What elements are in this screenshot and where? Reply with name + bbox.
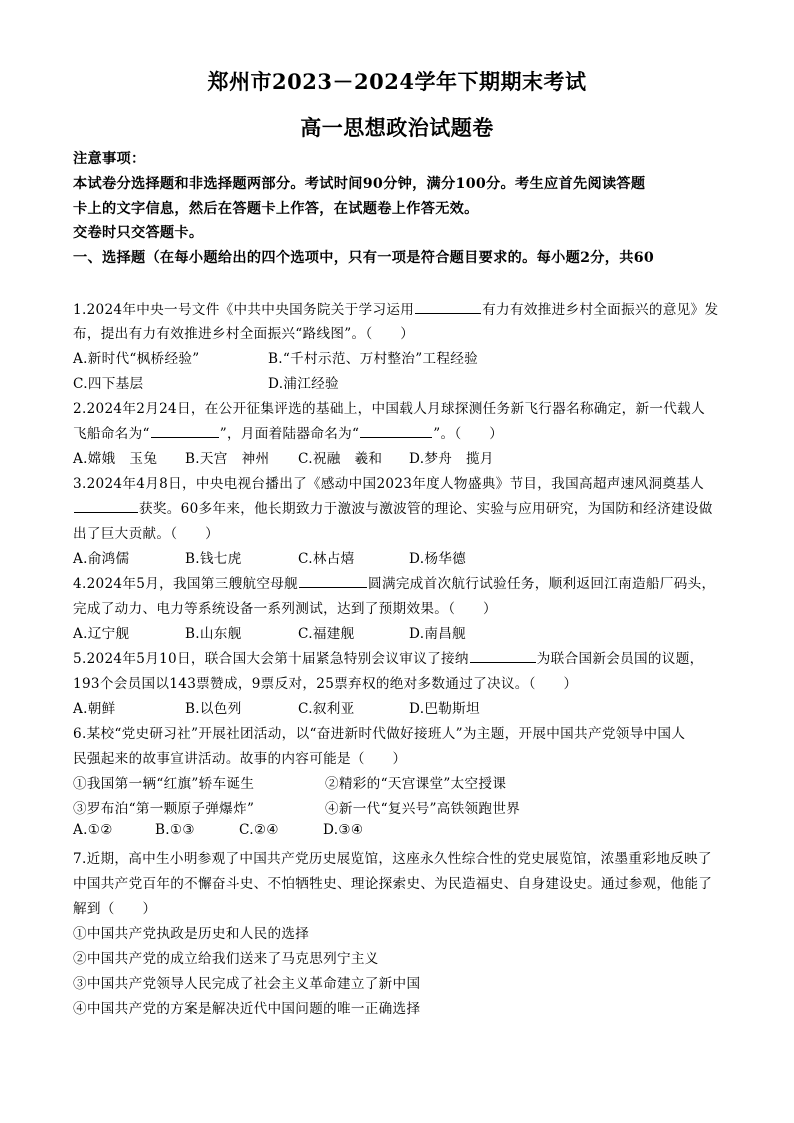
q7-stem-line-1: 7.近期，高中生小明参观了中国共产党历史展览馆，这座永久性综合性的党史展览馆，浓墨重彩地反映了 bbox=[73, 851, 712, 867]
q7-stem-line-2: 中国共产党百年的不懈奋斗史、不怕牺牲史、理论探索史、为民造福史、自身建设史。通过参观，他能了 bbox=[73, 876, 713, 892]
q1-stem-line-1: 1.2024年中央一号文件《中共中央国务院关于学习运用 有力有效推进乡村全面振兴的意见》发 bbox=[73, 302, 719, 318]
q2-stem-line-1: 2.2024年2月24日，在公开征集评选的基础上，中国载人月球探测任务新飞行器名称确定，新一代载人 bbox=[73, 401, 705, 417]
q3-stem-line-1: 3.2024年4月8日，中央电视台播出了《感动中国2023年度人物盛典》节目，我国高超声速风洞奠基人 bbox=[73, 476, 705, 492]
q4-option-c: C.福建舰 bbox=[298, 626, 355, 642]
q2-option-b: B.天宫 神州 bbox=[185, 451, 270, 467]
q5-option-c: C.叙利亚 bbox=[298, 701, 355, 717]
answer-blank bbox=[299, 575, 367, 588]
q2-option-a: A.嫦娥 玉兔 bbox=[73, 451, 158, 467]
q3-stem-line-2: 获奖。60多年来，他长期致力于激波与激波管的理论、实验与应用研究，为国防和经济建设做 bbox=[73, 497, 733, 517]
q6-option-a: A.①② bbox=[73, 822, 113, 838]
q6-option-c: C.②④ bbox=[239, 822, 279, 838]
q5-option-a: A.朝鲜 bbox=[73, 701, 116, 717]
q3-stem-line-3: 出了巨大贡献。（ ） bbox=[73, 526, 220, 542]
q2-stem-line-2: 飞船命名为“ ”，月面着陆器命名为“ ”。（ ） bbox=[73, 426, 504, 442]
q4-option-d: D.南昌舰 bbox=[409, 626, 467, 642]
q7-stem-line-3: 解到（ ） bbox=[73, 901, 157, 917]
answer-blank bbox=[74, 500, 138, 513]
q2-option-d: D.梦舟 揽月 bbox=[409, 451, 494, 467]
q6-option-b: B.①③ bbox=[155, 822, 195, 838]
q5-option-b: B.以色列 bbox=[185, 701, 242, 717]
q3-option-b: B.钱七虎 bbox=[185, 551, 242, 567]
q4-stem-line-2: 完成了动力、电力等系统设备一系列测试，达到了预期效果。（ ） bbox=[73, 601, 497, 617]
exam-subtitle: 高一思想政治试题卷 bbox=[300, 115, 494, 140]
q6-option-d: D.③④ bbox=[323, 822, 364, 838]
exam-title: 郑州市2023－2024学年下期期末考试 bbox=[207, 69, 587, 94]
q1-stem-line-2: 布，提出有力有效推进乡村全面振兴“路线图”。（ ） bbox=[73, 326, 415, 342]
q6-statement-4: ④新一代“复兴号”高铁领跑世界 bbox=[325, 801, 521, 817]
q4-option-b: B.山东舰 bbox=[185, 626, 242, 642]
notice-heading: 注意事项： bbox=[73, 151, 146, 167]
q1-option-a: A.新时代“枫桥经验” bbox=[73, 351, 200, 367]
answer-blank bbox=[360, 425, 432, 438]
q3-option-d: D.杨华德 bbox=[409, 551, 467, 567]
q6-statement-2: ②精彩的“天宫课堂”太空授课 bbox=[325, 776, 507, 792]
q5-option-d: D.巴勒斯坦 bbox=[409, 701, 480, 717]
section-1-heading: 一、选择题（在每小题给出的四个选项中，只有一项是符合题目要求的。每小题2分，共60 bbox=[73, 250, 655, 266]
q5-stem-line-2: 193个会员国以143票赞成，9票反对，25票弃权的绝对多数通过了决议。（ ） bbox=[73, 676, 578, 692]
q6-statement-1: ①我国第一辆“红旗”轿车诞生 bbox=[73, 776, 255, 792]
q6-statement-3: ③罗布泊“第一颗原子弹爆炸” bbox=[73, 801, 255, 817]
q1-option-b: B.“千村示范、万村整治”工程经验 bbox=[268, 351, 479, 367]
answer-blank bbox=[151, 425, 219, 438]
answer-blank bbox=[415, 301, 481, 314]
notice-line-2: 卡上的文字信息，然后在答题卡上作答，在试题卷上作答无效。 bbox=[73, 201, 479, 217]
q7-statement-2: ②中国共产党的成立给我们送来了马克思列宁主义 bbox=[73, 951, 379, 967]
answer-blank bbox=[470, 650, 536, 663]
q7-statement-3: ③中国共产党领导人民完成了社会主义革命建立了新中国 bbox=[73, 976, 421, 992]
q4-option-a: A.辽宁舰 bbox=[73, 626, 130, 642]
q1-option-c: C.四下基层 bbox=[73, 376, 144, 392]
q7-statement-1: ①中国共产党执政是历史和人民的选择 bbox=[73, 926, 310, 942]
q2-option-c: C.祝融 羲和 bbox=[298, 451, 383, 467]
q4-stem-line-1: 4.2024年5月，我国第三艘航空母舰 圆满完成首次航行试验任务，顺利返回江南造船厂码头， bbox=[73, 576, 716, 592]
q3-option-c: C.林占熺 bbox=[298, 551, 355, 567]
notice-line-3: 交卷时只交答题卡。 bbox=[73, 225, 204, 241]
q7-statement-4: ④中国共产党的方案是解决近代中国问题的唯一正确选择 bbox=[73, 1001, 421, 1017]
q3-option-a: A.俞鸿儒 bbox=[73, 551, 130, 567]
q6-stem-line-1: 6.某校“党史研习社”开展社团活动，以“奋进新时代做好接班人”为主题，开展中国共产党领导中国人 bbox=[73, 726, 686, 742]
q1-option-d: D.浦江经验 bbox=[268, 376, 339, 392]
notice-line-1: 本试卷分选择题和非选择题两部分。考试时间90分钟，满分100分。考生应首先阅读答题 bbox=[73, 176, 646, 192]
q6-stem-line-2: 民强起来的故事宣讲活动。故事的内容可能是（ ） bbox=[73, 751, 407, 767]
q5-stem-line-1: 5.2024年5月10日，联合国大会第十届紧急特别会议审议了接纳 为联合国新会员国的议题， bbox=[73, 651, 704, 667]
